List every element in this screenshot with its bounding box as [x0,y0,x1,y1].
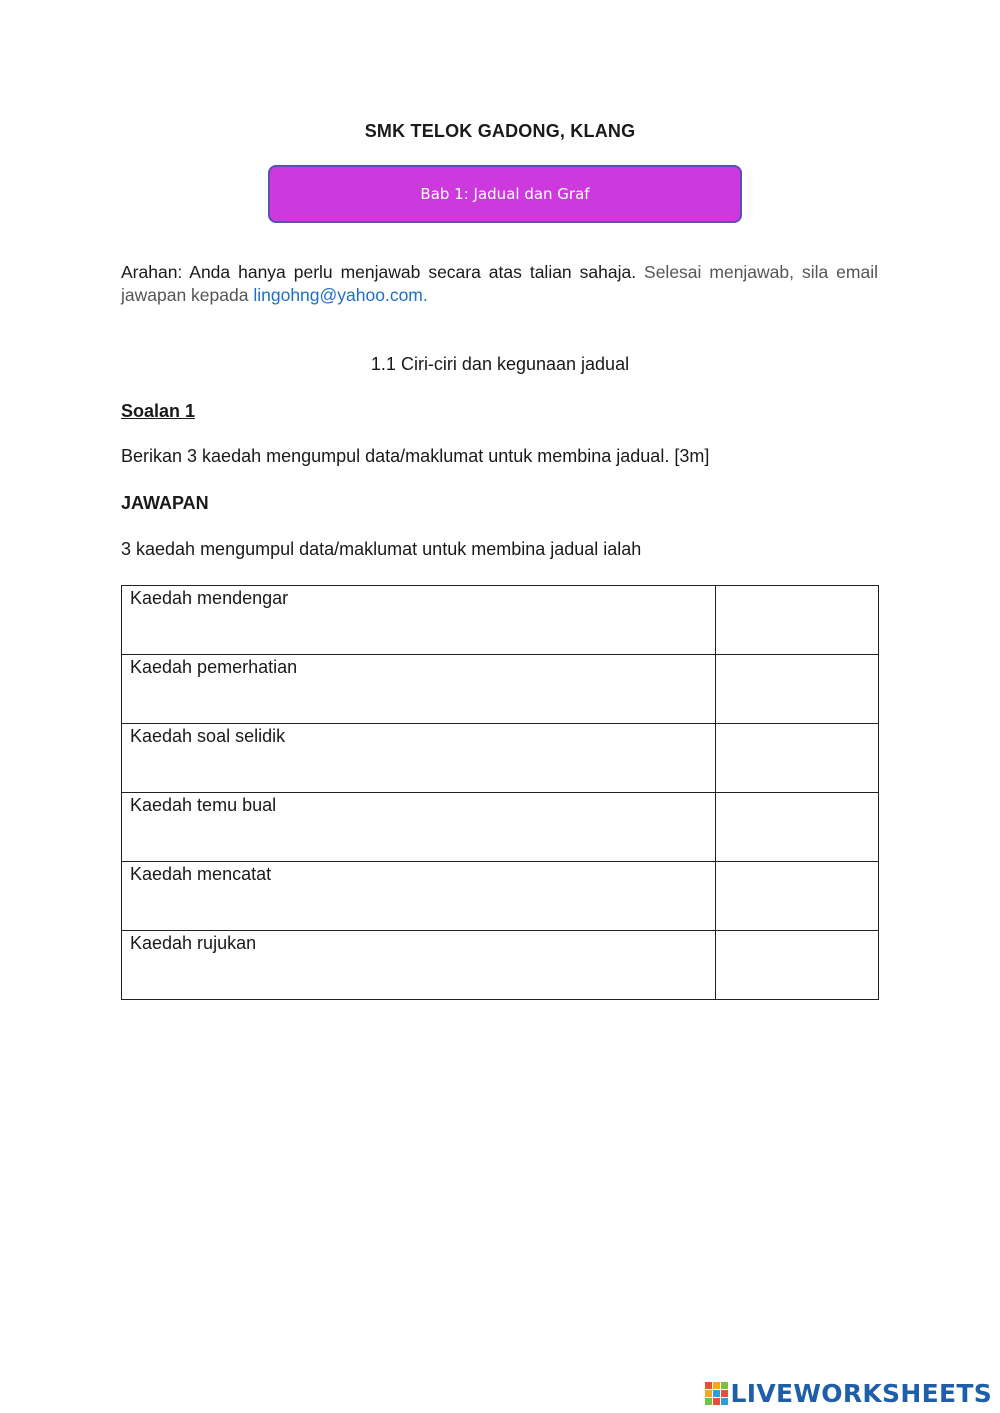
school-title: SMK TELOK GADONG, KLANG [364,121,636,141]
liveworksheets-brand [705,1378,992,1408]
instructions-email: lingohng@yahoo.com. [253,285,428,305]
answer-option-label: Kaedah temu bual [122,793,716,862]
instructions [121,261,878,307]
answer-intro: 3 kaedah mengumpul data/maklumat untuk membina jadual ialah [121,539,642,559]
table-row [122,793,879,862]
table-row [122,931,879,1000]
question-label: Soalan 1 [121,401,196,421]
liveworksheets-logo-icon [705,1382,728,1405]
answer-selection-cell[interactable] [716,655,879,724]
answer-option-label: Kaedah pemerhatian [122,655,716,724]
answer-label: JAWAPAN [121,493,209,513]
chapter-title: Bab 1: Jadual dan Graf [420,185,590,203]
table-row [122,655,879,724]
question-text: Berikan 3 kaedah mengumpul data/maklumat untuk membina jadual. [3m] [121,446,710,466]
instructions-main: Arahan: Anda hanya perlu menjawab secara atas talian sahaja. [121,262,637,282]
answer-option-label: Kaedah mencatat [122,862,716,931]
table-row [122,724,879,793]
brand-text: LIVEWORKSHEETS [730,1378,992,1408]
section-heading: 1.1 Ciri-ciri dan kegunaan jadual [370,354,630,374]
answer-selection-cell[interactable] [716,931,879,1000]
answer-selection-cell[interactable] [716,793,879,862]
table-row [122,586,879,655]
answer-selection-cell[interactable] [716,862,879,931]
chapter-banner [268,165,742,223]
answer-selection-cell[interactable] [716,586,879,655]
answer-table [121,585,879,1000]
answer-option-label: Kaedah soal selidik [122,724,716,793]
answer-selection-cell[interactable] [716,724,879,793]
table-row [122,862,879,931]
answer-option-label: Kaedah rujukan [122,931,716,1000]
answer-option-label: Kaedah mendengar [122,586,716,655]
instructions-submit: Selesai menjawab, sila email jawapan kepada [121,262,878,305]
